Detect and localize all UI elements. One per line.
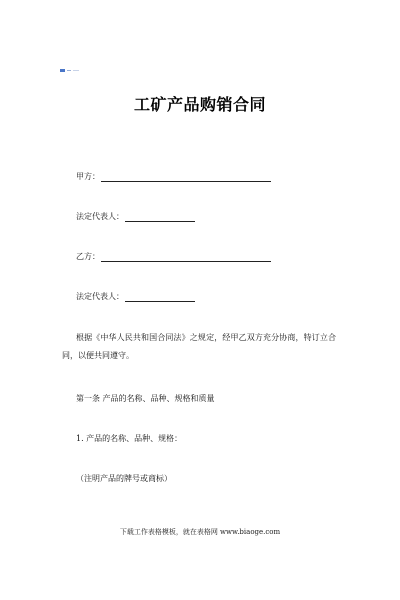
legal-rep-b-line	[76, 291, 195, 302]
legal-rep-a-line	[76, 211, 195, 222]
logo-text-2	[73, 70, 79, 71]
legal-rep-b-blank[interactable]	[125, 293, 195, 302]
preamble-paragraph: 根据《中华人民共和国合同法》之规定，经甲乙双方充分协商，特订立合同，以便共同遵守。	[62, 333, 336, 360]
footer-text[interactable]: 下载工作表格模板，就在表格网 www.biaoge.com	[119, 528, 281, 536]
legal-rep-b-label: 法定代表人：	[76, 292, 124, 301]
article-1-heading	[76, 393, 215, 404]
legal-rep-a-blank[interactable]	[125, 213, 195, 222]
logo-text	[67, 70, 71, 71]
article-1-heading-text: 第一条 产品的名称、品种、规格和质量	[76, 394, 215, 403]
party-a-blank[interactable]	[101, 173, 271, 182]
party-b-blank[interactable]	[101, 253, 271, 262]
note-line	[76, 473, 172, 484]
party-a-line	[76, 171, 271, 182]
party-a-label: 甲方：	[76, 172, 100, 181]
legal-rep-a-label: 法定代表人：	[76, 212, 124, 221]
document-title: 工矿产品购销合同	[133, 95, 266, 114]
logo-mark	[60, 69, 65, 72]
note-text: （注明产品的牌号或商标）	[76, 474, 172, 483]
item-1	[76, 433, 182, 444]
party-b-label: 乙方：	[76, 252, 100, 261]
brand-logo	[60, 68, 79, 72]
party-b-line	[76, 251, 271, 262]
item-1-text: 1. 产品的名称、品种、规格：	[76, 434, 183, 443]
